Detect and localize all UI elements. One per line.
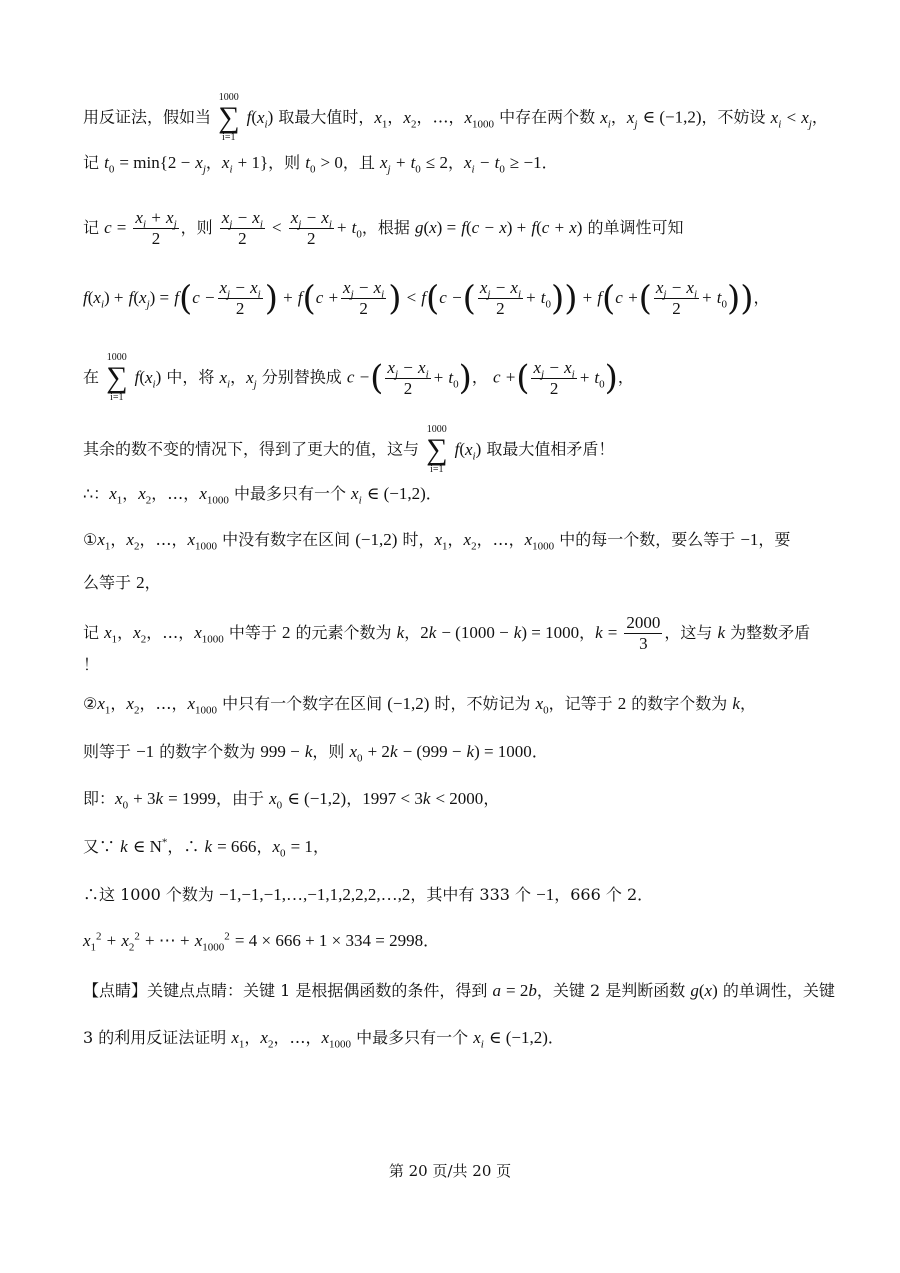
text-line-18: 【点睛】关键点点睛：关键 1 是根据偶函数的条件，得到 a = 2b，关键 2 是判断函数 g(x) 的单调性，关键 bbox=[83, 981, 835, 1000]
text-line-4: $f(x_i) + f(x_j) = f(c$ − $\frac{x_j - x_i}{2}$ ) + f(c + $\frac{x_j - x_i}{2}$ ) < f(c −( $\frac{x_j - x_i}{2}$ + $t_0)) + f(c$ +( $\frac{x_j - x_i}{2}$ + $t_0$))， bbox=[83, 278, 770, 319]
text-line-9: 么等于 2， bbox=[83, 573, 161, 592]
text-line-3: 记 c = $\frac{x_i + x_j}{2}$ ，则 $\frac{x_j - x_i}{2}$ < $\frac{x_j - x_i}{2}$ + $t_0$，根据 g(x) = f(c − x) + f(c + x) 的单调性可知 bbox=[83, 208, 684, 248]
text-line-6: 其余的数不变的情况下，得到了更大的值，这与 1000 ∑ i=1 $f(x_i)$ 取最大值相矛盾！ bbox=[83, 424, 615, 475]
text-line-15: 又∵ k ∈ N*，∴ k = 666，$x_0 = 1$， bbox=[83, 836, 329, 860]
text-line-1: 用反证法，假如当 1000 ∑ i=1 $f(x_i)$ 取最大值时，$x_1$，$x_2$，…，$x_{1000}$ 中存在两个数 $x_i$，$x_j$ ∈ (−1,2)，不妨设 $x_i < x_j$， bbox=[83, 92, 828, 143]
sum-symbol: 1000 ∑ i=1 bbox=[218, 92, 240, 143]
page-footer: 第 20 页/共 20 页 bbox=[388, 1162, 512, 1180]
text-line-14: 即：$x_0 + 3k = 1999$，由于 $x_0$ ∈ (−1,2)，1997 < 3k < 2000， bbox=[83, 789, 500, 812]
text-line-2: 记 $t_0 = \min\{2 - x_j$，$x_i + 1$}，则 $t_0 > 0$，且 $x_j + t_0 \le 2$，$x_i - t_0 \ge -1$． bbox=[83, 153, 558, 176]
text-line-10: 记 $x_1$，$x_2$，…，$x_{1000}$ 中等于 2 的元素个数为 k，2k − (1000 − k) = 1000，k = $\frac{2000}{3}$ ，这与 k 为整数矛盾 bbox=[83, 613, 811, 653]
text-line-13: 则等于 −1 的数字个数为 999 − k，则 $x_0 + 2k - (999 - k) = 1000$． bbox=[83, 742, 548, 765]
text-line-17: $x_1^2 + x_2^2$ + ⋯ + $x_{1000}^2 = 4 \times 666 + 1 \times 334 = 2998$． bbox=[83, 930, 440, 954]
text-line-12: $②x_1$，$x_2$，…，$x_{1000}$ 中只有一个数字在区间 (−1,2) 时，不妨记为 $x_0$，记等于 2 的数字个数为 k， bbox=[83, 694, 756, 717]
text-line-7: ∴：$x_1$，$x_2$，…，$x_{1000}$ 中最多只有一个 $x_i$ ∈ (−1,2)． bbox=[83, 484, 442, 507]
text-line-11: ！ bbox=[83, 655, 100, 674]
text-line-8: $①x_1$，$x_2$，…，$x_{1000}$ 中没有数字在区间 (−1,2) 时，$x_1$，$x_2$，…，$x_{1000}$ 中的每一个数，要么等于 −1，要 bbox=[83, 530, 791, 553]
text-line-16: ∴这 1000 个数为 −1,−1,−1,…,−1,1,2,2,2,…,2，其中有 333 个 −1，666 个 2． bbox=[83, 885, 654, 904]
text-line-19: 3 的利用反证法证明 $x_1$，$x_2$，…，$x_{1000}$ 中最多只有一个 $x_i$ ∈ (−1,2)． bbox=[83, 1028, 564, 1051]
text-line-5: 在 1000 ∑ i=1 $f(x_i)$ 中，将 $x_i$，$x_j$ 分别替换成 c −( $\frac{x_j - x_i}{2}$ + $t_0$)， c +( $\frac{x_j - x_i}{2}$ + $t_0$)， bbox=[83, 352, 634, 403]
